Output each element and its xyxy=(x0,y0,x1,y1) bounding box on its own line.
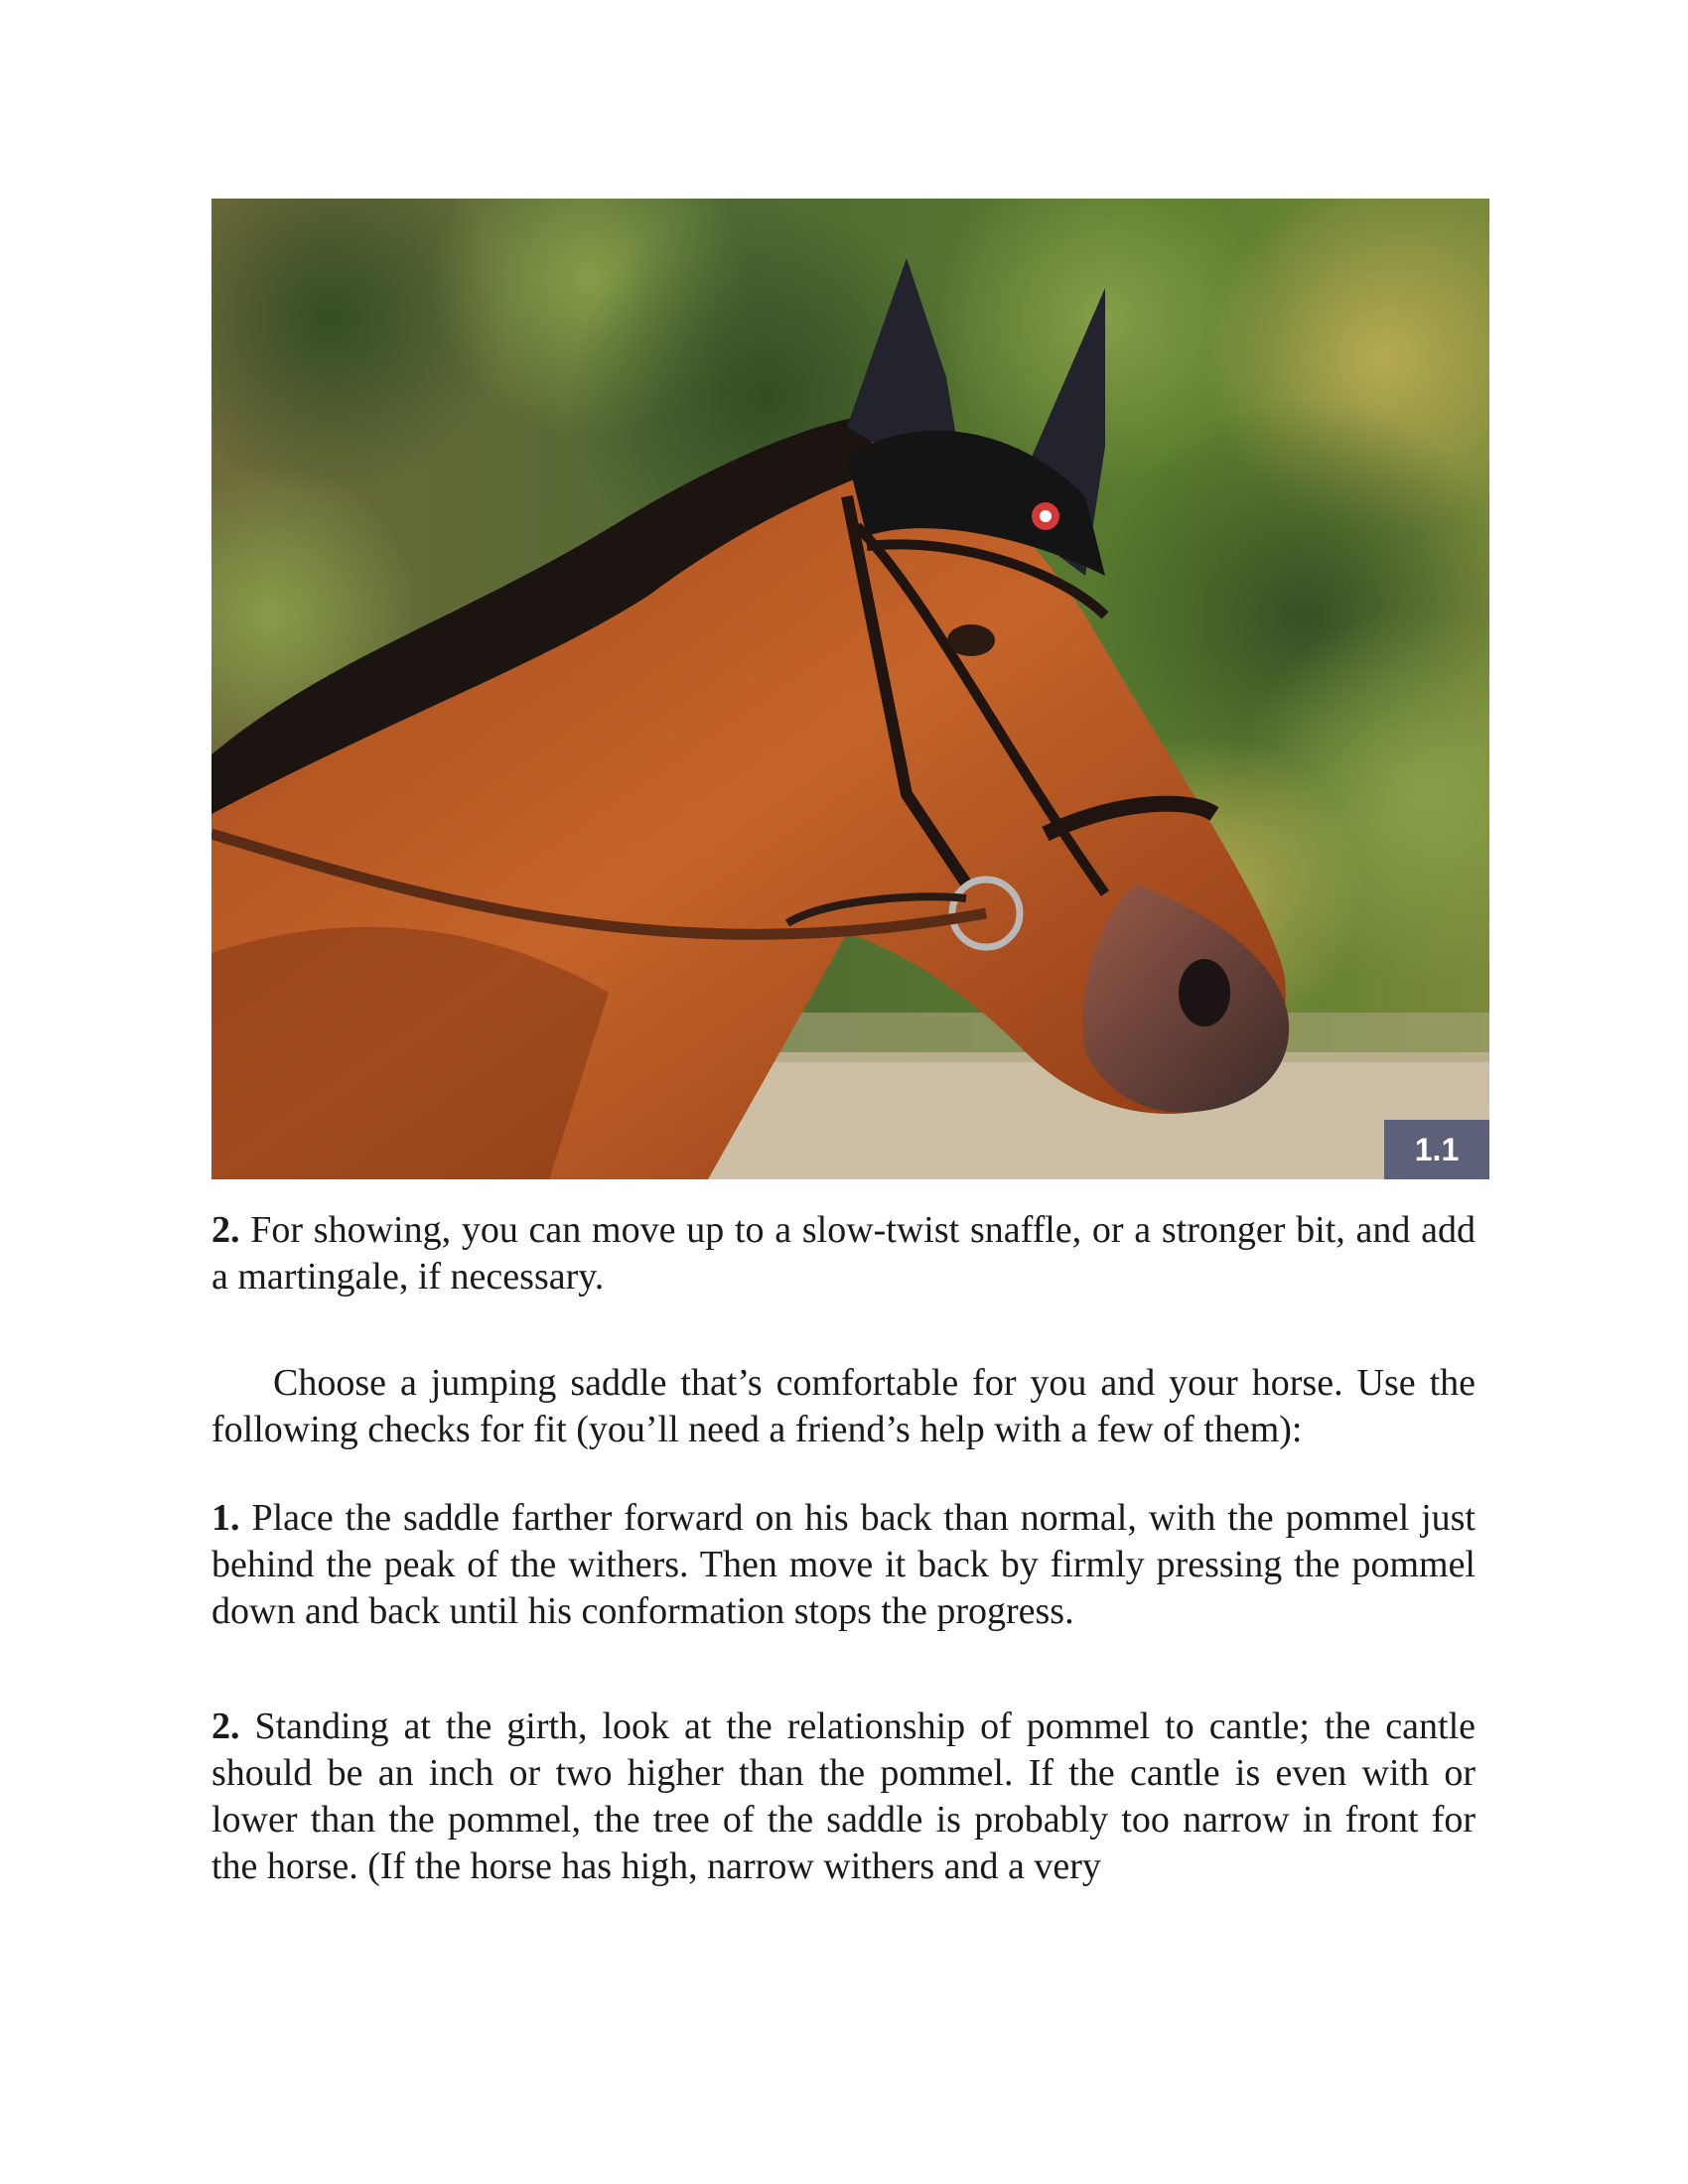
paragraph-1-text: For showing, you can move up to a slow-twist snaffle, or a stronger bit, and add a martingale, if necessary. xyxy=(211,1209,1477,1297)
paragraph-4 xyxy=(211,1704,1476,1890)
horse-photo xyxy=(211,199,1489,1179)
paragraph-2-text: Choose a jumping saddle that’s comfortable for you and your horse. Use the following checks for fit (you’ll need a friend’s help with a few of them): xyxy=(211,1362,1476,1450)
figure-label: 1.1 xyxy=(1384,1120,1489,1179)
paragraph-3 xyxy=(211,1495,1476,1635)
paragraph-3-number: 1. xyxy=(211,1497,240,1539)
paragraph-3-text: Place the saddle farther forward on his back than normal, with the pommel just behind the peak of the withers. Then move it back by firmly pressing the pommel down and back until his conformation stops the progress. xyxy=(211,1497,1476,1632)
paragraph-4-number: 2. xyxy=(211,1706,240,1747)
horse-illustration xyxy=(211,199,1489,1179)
paragraph-1-number: 2. xyxy=(211,1209,240,1251)
paragraph-2 xyxy=(211,1360,1476,1453)
paragraph-4-text: Standing at the girth, look at the relationship of pommel to cantle; the cantle should be an inch or two higher than the pommel. If the cantle is even with or lower than the pommel, the tree of the saddle is probably too narrow in front for the horse. (If the horse has high, narrow withers and a very xyxy=(211,1706,1477,1887)
paragraph-1 xyxy=(211,1207,1476,1300)
